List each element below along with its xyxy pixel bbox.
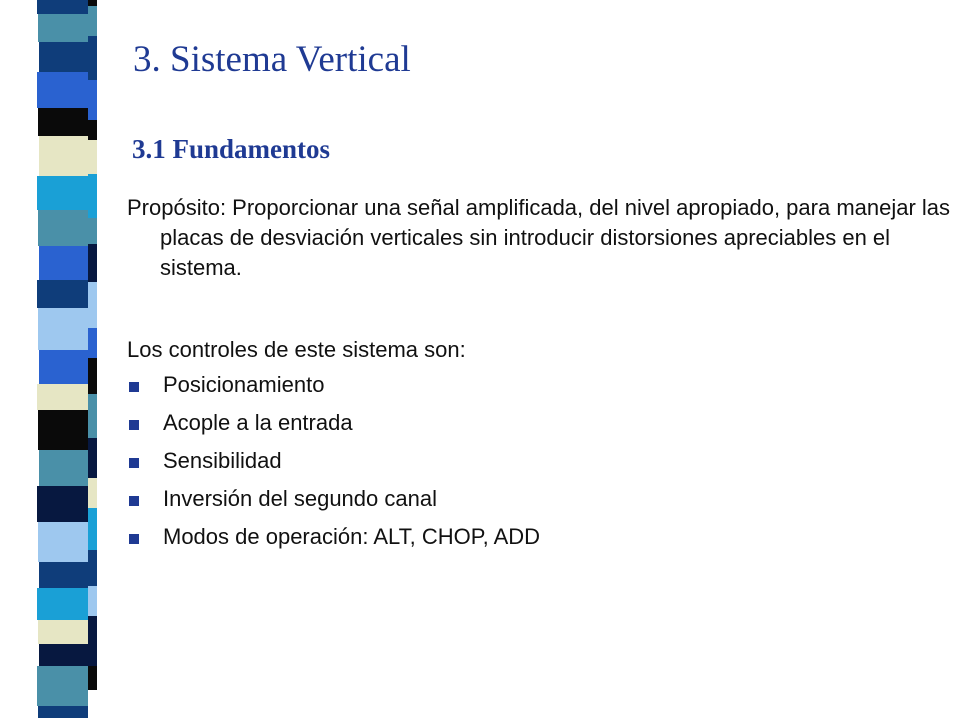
decorative-stripe — [88, 36, 97, 80]
decorative-stripe — [88, 358, 97, 394]
square-bullet-icon — [129, 382, 139, 392]
decorative-stripe — [37, 176, 88, 210]
decorative-stripe — [37, 72, 88, 108]
decorative-stripe — [88, 80, 97, 120]
decorative-stripe-band — [0, 0, 115, 720]
decorative-stripe — [37, 588, 88, 620]
decorative-stripe — [88, 394, 97, 438]
decorative-stripe — [88, 6, 97, 36]
decorative-stripe — [88, 586, 97, 616]
decorative-stripe — [88, 666, 97, 690]
decorative-stripe — [88, 120, 97, 140]
decorative-stripe — [39, 644, 88, 666]
decorative-stripe — [37, 486, 88, 522]
decorative-stripe — [88, 550, 97, 586]
decorative-stripe — [39, 136, 88, 176]
decorative-stripe — [38, 210, 88, 246]
decorative-stripe — [39, 350, 88, 384]
decorative-stripe — [39, 450, 88, 486]
list-item-label: Modos de operación: ALT, CHOP, ADD — [163, 524, 541, 549]
slide-title: 3. Sistema Vertical — [133, 39, 411, 80]
decorative-stripe — [39, 246, 88, 280]
decorative-stripe — [37, 666, 88, 706]
decorative-stripe — [38, 308, 88, 350]
decorative-stripe — [38, 108, 88, 136]
decorative-stripe — [37, 0, 88, 14]
decorative-stripe — [88, 478, 97, 508]
decorative-stripe — [38, 522, 88, 562]
decorative-stripe — [88, 438, 97, 478]
decorative-stripe — [37, 384, 88, 410]
square-bullet-icon — [129, 496, 139, 506]
square-bullet-icon — [129, 534, 139, 544]
controls-intro: Los controles de este sistema son: — [127, 337, 466, 362]
list-item-label: Inversión del segundo canal — [163, 486, 437, 511]
decorative-stripe — [88, 282, 97, 328]
list-item-label: Posicionamiento — [163, 372, 325, 397]
decorative-stripe — [88, 218, 97, 244]
decorative-stripe — [88, 328, 97, 358]
decorative-stripe — [88, 616, 97, 666]
square-bullet-icon — [129, 420, 139, 430]
list-item-label: Acople a la entrada — [163, 410, 353, 435]
decorative-stripe — [38, 14, 88, 42]
decorative-stripe — [39, 562, 88, 588]
decorative-stripe — [39, 42, 88, 72]
decorative-stripe — [38, 706, 88, 718]
decorative-stripe — [38, 410, 88, 450]
list-item-label: Sensibilidad — [163, 448, 282, 473]
slide-subtitle: 3.1 Fundamentos — [132, 134, 331, 164]
decorative-stripe — [88, 174, 97, 218]
purpose-paragraph: Propósito: Proporcionar una señal amplificada, del nivel apropiado, para manejar las placas de desviación verticales sin introducir distorsiones apreciables en el sistema. — [127, 195, 951, 280]
decorative-stripe — [38, 620, 88, 644]
decorative-stripe — [88, 508, 97, 550]
square-bullet-icon — [129, 458, 139, 468]
decorative-stripe — [37, 280, 88, 308]
decorative-stripe — [88, 244, 97, 282]
decorative-stripe — [88, 140, 97, 174]
